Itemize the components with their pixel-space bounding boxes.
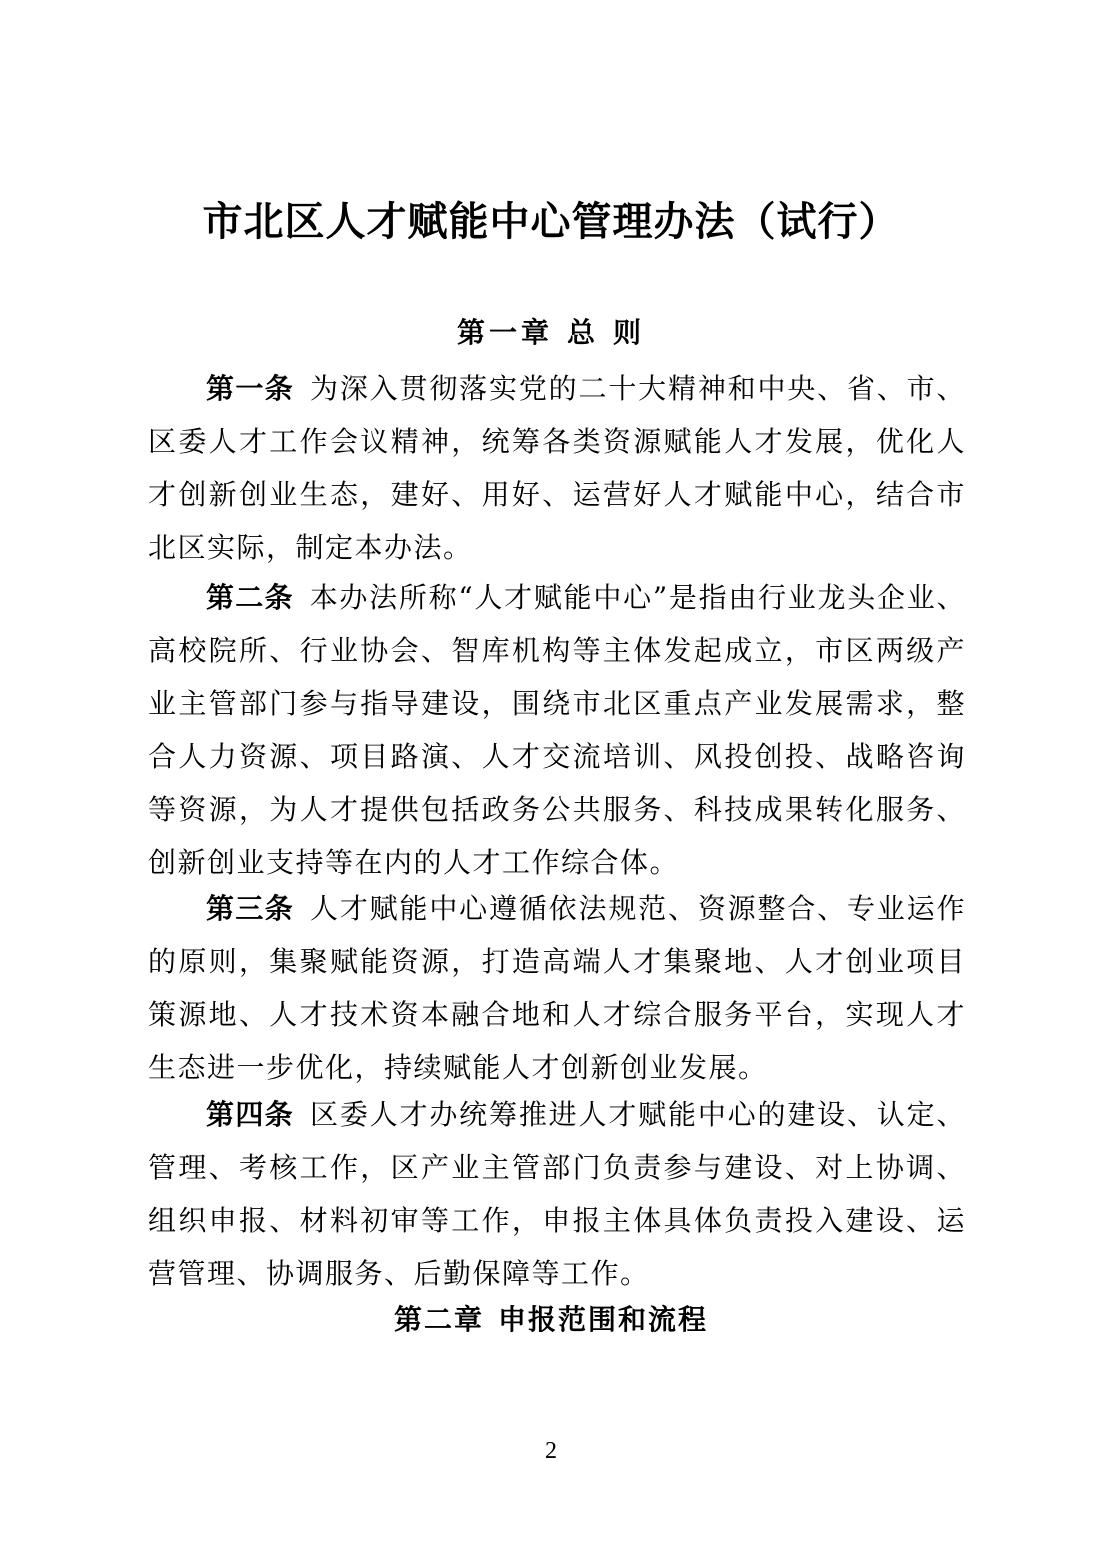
chapter-two-name: 申报范围和流程 — [498, 1303, 709, 1336]
article-one-text: 为深入贯彻落实党的二十大精神和中央、省、市、区委人才工作会议精神，统筹各类资源赋能人才发展，优化人才创新创业生态，建好、用好、运营好人才赋能中心，结合市北区实际，制定本办法。 — [148, 372, 966, 564]
article-three-label: 第三条 — [206, 892, 294, 925]
chapter-one-heading — [0, 313, 1102, 353]
article-two — [148, 571, 966, 889]
article-two-label: 第二条 — [206, 581, 294, 614]
chapter-one-name-2: 则 — [613, 316, 646, 349]
chapter-two-label: 第二章 — [393, 1303, 484, 1336]
article-three-text: 人才赋能中心遵循依法规范、资源整合、专业运作的原则，集聚赋能资源，打造高端人才集聚地、人才创业项目策源地、人才技术资本融合地和人才综合服务平台，实现人才生态进一步优化，持续赋能人才创新创业发展。 — [148, 892, 966, 1084]
chapter-one-label: 第一章 — [456, 316, 553, 349]
article-three — [148, 882, 966, 1094]
article-four — [148, 1088, 966, 1300]
page-number: 2 — [545, 1438, 557, 1464]
document-title: 市北区人才赋能中心管理办法（试行） — [202, 198, 900, 245]
article-one-label: 第一条 — [206, 372, 294, 405]
chapter-two-heading — [0, 1300, 1102, 1340]
article-one — [148, 362, 966, 574]
chapter-one-name: 总 — [566, 316, 599, 349]
article-four-label: 第四条 — [206, 1098, 294, 1131]
article-four-text: 区委人才办统筹推进人才赋能中心的建设、认定、管理、考核工作，区产业主管部门负责参与建设、对上协调、组织申报、材料初审等工作，申报主体具体负责投入建设、运营管理、协调服务、后勤保障等工作。 — [148, 1098, 966, 1290]
article-two-text: 本办法所称“人才赋能中心”是指由行业龙头企业、高校院所、行业协会、智库机构等主体发起成立，市区两级产业主管部门参与指导建设，围绕市北区重点产业发展需求，整合人力资源、项目路演、人才交流培训、风投创投、战略咨询等资源，为人才提供包括政务公共服务、科技成果转化服务、创新创业支持等在内的人才工作综合体。 — [148, 581, 966, 879]
